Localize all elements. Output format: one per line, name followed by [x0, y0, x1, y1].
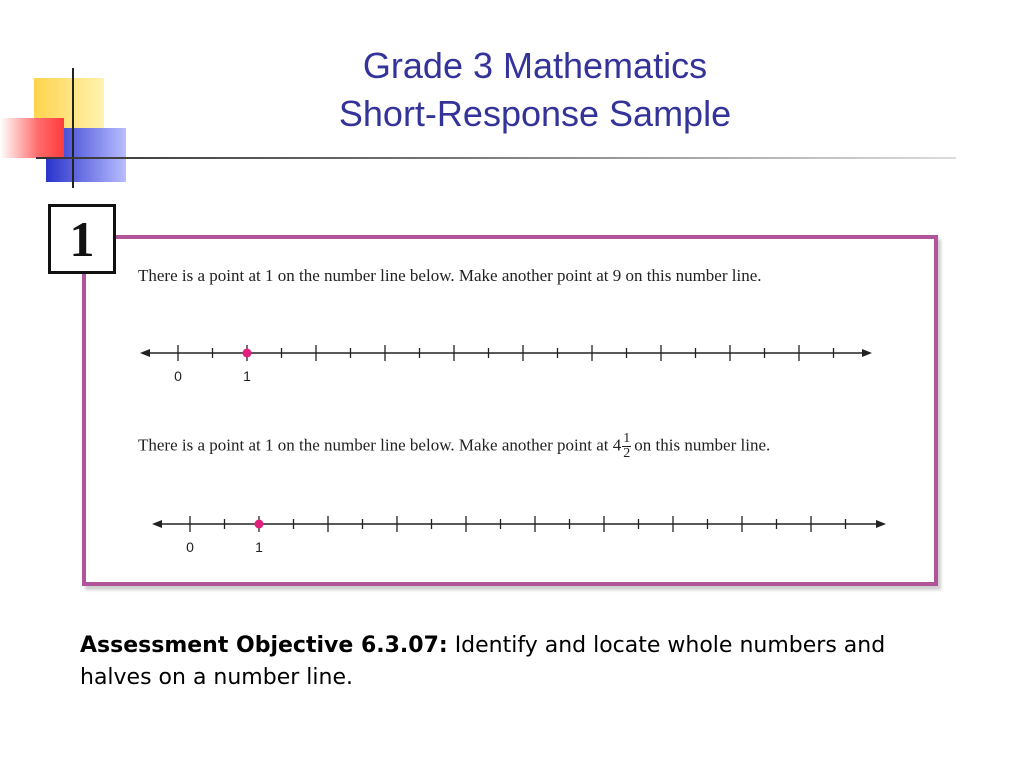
fraction-numerator: 1: [623, 431, 631, 446]
assessment-objective: [80, 630, 960, 694]
prompt-2-before: There is a point at 1 on the number line below. Make another point at 4: [138, 435, 622, 455]
marked-point: [255, 520, 264, 529]
question-prompt-1: There is a point at 1 on the number line below. Make another point at 9 on this number line.: [138, 266, 762, 285]
prompt-2-after: on this number line.: [634, 435, 771, 455]
tick-label: 0: [174, 368, 182, 384]
title-line-2: Short-Response Sample: [338, 93, 732, 134]
title-line-1: Grade 3 Mathematics: [362, 45, 708, 86]
left-arrow-icon: [152, 520, 162, 528]
objective-label: Assessment Objective 6.3.07:: [80, 633, 448, 658]
tick-label: 0: [186, 539, 194, 555]
objective-text: Identify and locate whole numbers and halves on a number line.: [80, 633, 886, 690]
right-arrow-icon: [876, 520, 886, 528]
question-number: 1: [48, 204, 116, 274]
fraction-denominator: 2: [623, 446, 631, 461]
tick-label: 1: [255, 539, 263, 555]
tick-label: 1: [243, 368, 251, 384]
